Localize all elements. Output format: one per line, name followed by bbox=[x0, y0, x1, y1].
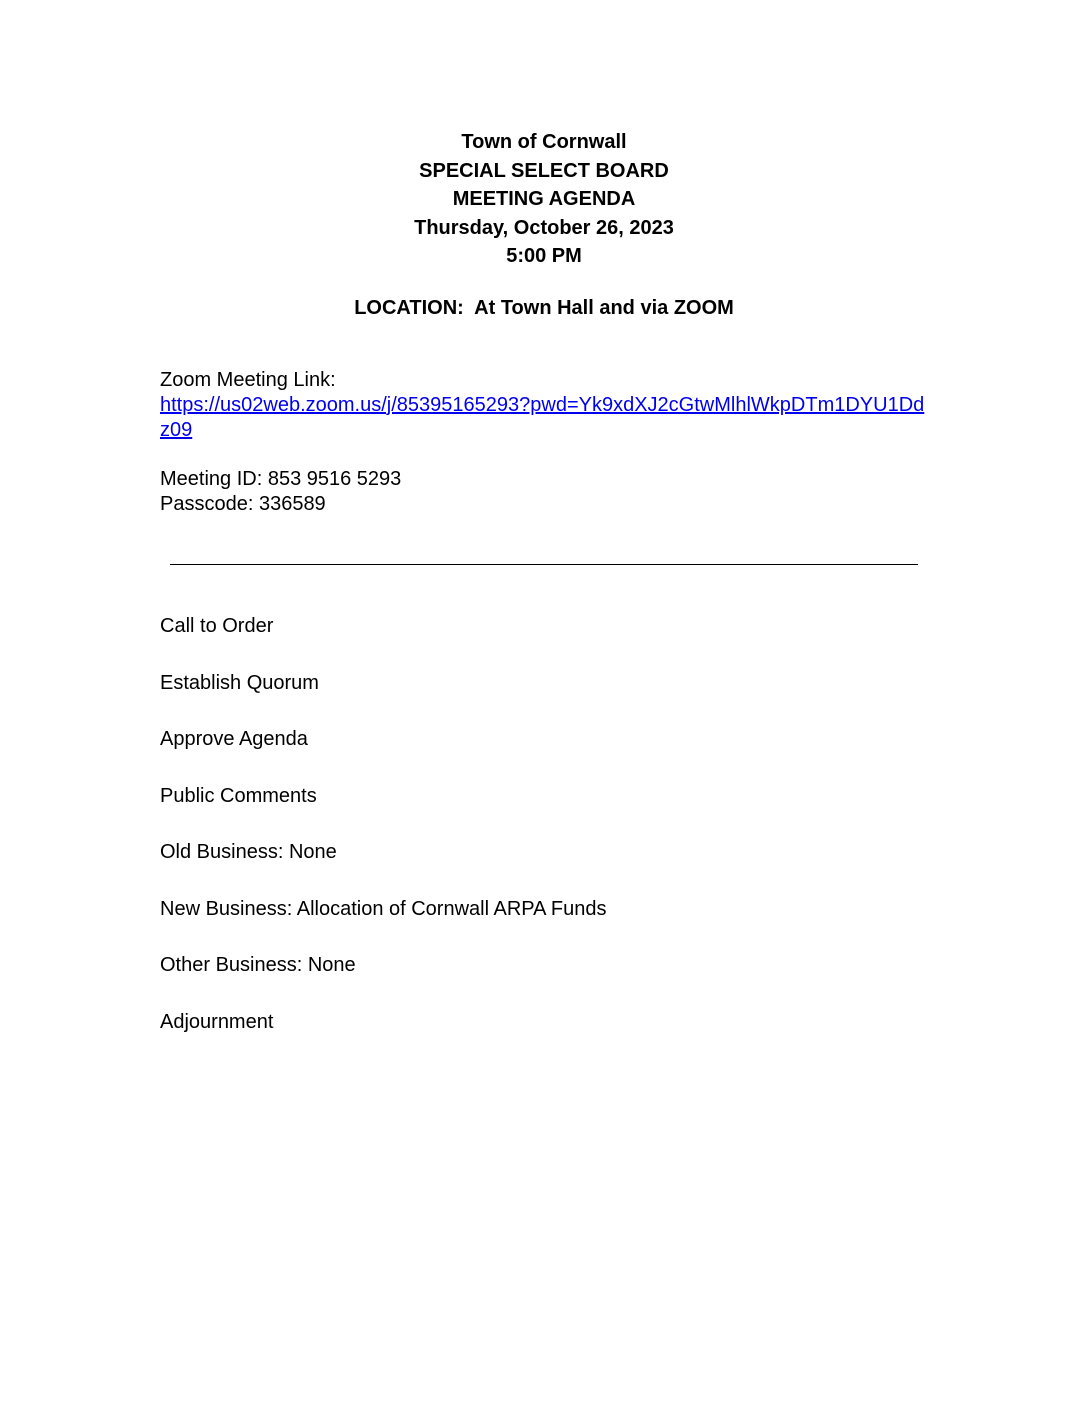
meeting-time: 5:00 PM bbox=[506, 245, 582, 267]
zoom-link-label: Zoom Meeting Link: bbox=[160, 369, 336, 391]
board-title: SPECIAL SELECT BOARD bbox=[419, 159, 669, 182]
meeting-location: LOCATION: At Town Hall and via ZOOM bbox=[354, 297, 734, 319]
agenda-list bbox=[160, 612, 607, 1064]
meeting-date: Thursday, October 26, 2023 bbox=[414, 216, 674, 239]
document-title: MEETING AGENDA bbox=[452, 188, 636, 210]
zoom-meeting-link[interactable]: https://us02web.zoom.us/j/85395165293?pwd=Yk9xdXJ2cGtwMlhlWkpDTm1DYU1Ddz09 bbox=[160, 394, 925, 441]
agenda-item: Other Business: None bbox=[160, 954, 356, 976]
meeting-passcode: Passcode: 336589 bbox=[160, 493, 326, 515]
meeting-credentials bbox=[160, 467, 401, 517]
meeting-id: Meeting ID: 853 9516 5293 bbox=[160, 468, 402, 490]
agenda-item: Call to Order bbox=[160, 615, 274, 637]
agenda-item: Establish Quorum bbox=[160, 671, 319, 694]
agenda-item: Old Business: None bbox=[160, 841, 337, 863]
agenda-header bbox=[0, 128, 1088, 271]
zoom-section bbox=[160, 368, 940, 443]
agenda-item: Public Comments bbox=[160, 784, 317, 807]
section-divider bbox=[170, 564, 918, 565]
town-name: Town of Cornwall bbox=[461, 131, 627, 153]
agenda-item: Approve Agenda bbox=[160, 728, 308, 750]
agenda-item: New Business: Allocation of Cornwall ARPA Funds bbox=[160, 897, 607, 920]
agenda-item: Adjournment bbox=[160, 1010, 274, 1033]
